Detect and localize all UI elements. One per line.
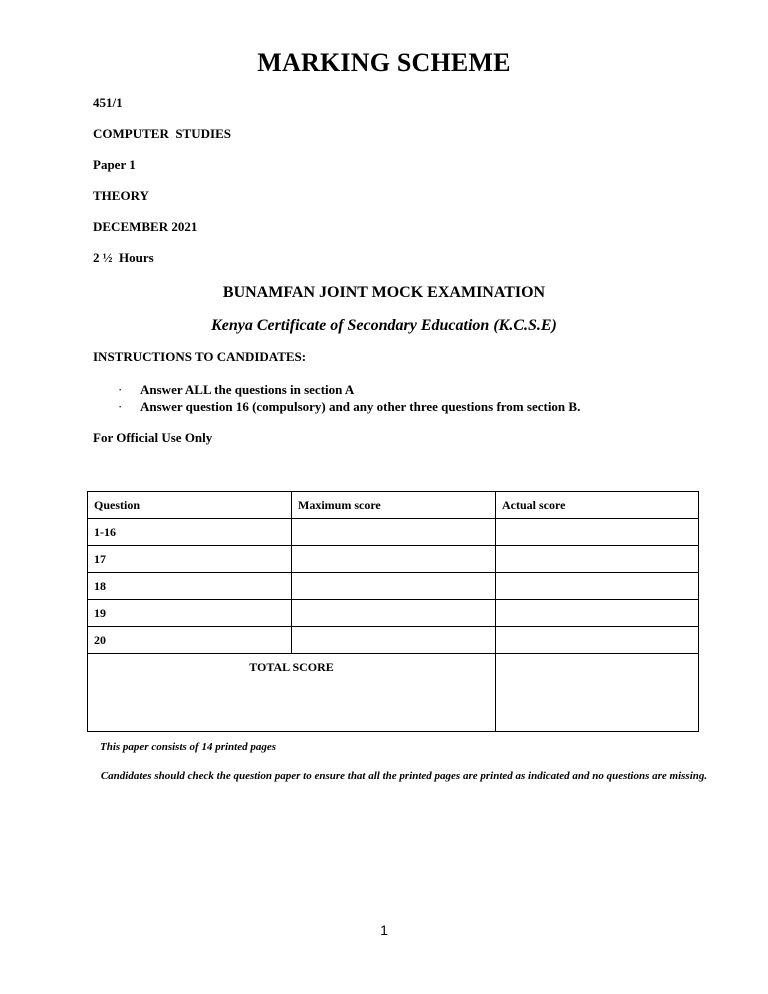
- instruction-item: [118, 398, 580, 415]
- official-use-label: For Official Use Only: [93, 430, 213, 445]
- total-score-cell: [496, 654, 699, 732]
- page-count-note: This paper consists of 14 printed pages: [100, 741, 277, 753]
- header-question: Question: [88, 492, 292, 519]
- certificate-name: Kenya Certificate of Secondary Education (K.C.S.E): [211, 317, 557, 334]
- actual-score-cell: [496, 627, 699, 654]
- question-cell: 20: [88, 627, 292, 654]
- maximum-score-cell: [292, 519, 496, 546]
- maximum-score-cell: [292, 573, 496, 600]
- actual-score-cell: [496, 600, 699, 627]
- table-row: [88, 546, 699, 573]
- exam-duration: 2 ½ Hours: [93, 250, 154, 265]
- paper-code: 451/1: [93, 95, 123, 110]
- header-actual-score: Actual score: [496, 492, 699, 519]
- paper-type: THEORY: [93, 188, 149, 203]
- page-number: 1: [380, 922, 388, 938]
- actual-score-cell: [496, 546, 699, 573]
- table-header-row: [88, 492, 699, 519]
- header-maximum-score: Maximum score: [292, 492, 496, 519]
- instructions-title: INSTRUCTIONS TO CANDIDATES:: [93, 349, 307, 364]
- bullet-icon: ·: [118, 399, 123, 414]
- table-row: [88, 519, 699, 546]
- actual-score-cell: [496, 573, 699, 600]
- table-row: [88, 627, 699, 654]
- score-table: [87, 491, 699, 732]
- document-title: MARKING SCHEME: [257, 48, 511, 77]
- candidate-notice: Candidates should check the question paper to ensure that all the printed pages are printed as indicated and no questions are missing.: [100, 770, 708, 782]
- instruction-text: Answer ALL the questions in section A: [140, 382, 355, 397]
- instruction-text: Answer question 16 (compulsory) and any other three questions from section B.: [140, 399, 581, 414]
- maximum-score-cell: [292, 546, 496, 573]
- question-cell: 1-16: [88, 519, 292, 546]
- total-row: [88, 654, 699, 732]
- exam-name: BUNAMFAN JOINT MOCK EXAMINATION: [222, 284, 546, 301]
- table-row: [88, 600, 699, 627]
- subject: COMPUTER STUDIES: [93, 126, 231, 141]
- instruction-item: [118, 381, 580, 398]
- question-cell: 19: [88, 600, 292, 627]
- total-score-label: TOTAL SCORE: [88, 654, 496, 732]
- actual-score-cell: [496, 519, 699, 546]
- paper-number: Paper 1: [93, 157, 136, 172]
- question-cell: 18: [88, 573, 292, 600]
- exam-date: DECEMBER 2021: [93, 219, 198, 234]
- maximum-score-cell: [292, 600, 496, 627]
- table-row: [88, 573, 699, 600]
- maximum-score-cell: [292, 627, 496, 654]
- question-cell: 17: [88, 546, 292, 573]
- bullet-icon: ·: [118, 382, 123, 397]
- instructions-list: [118, 381, 580, 415]
